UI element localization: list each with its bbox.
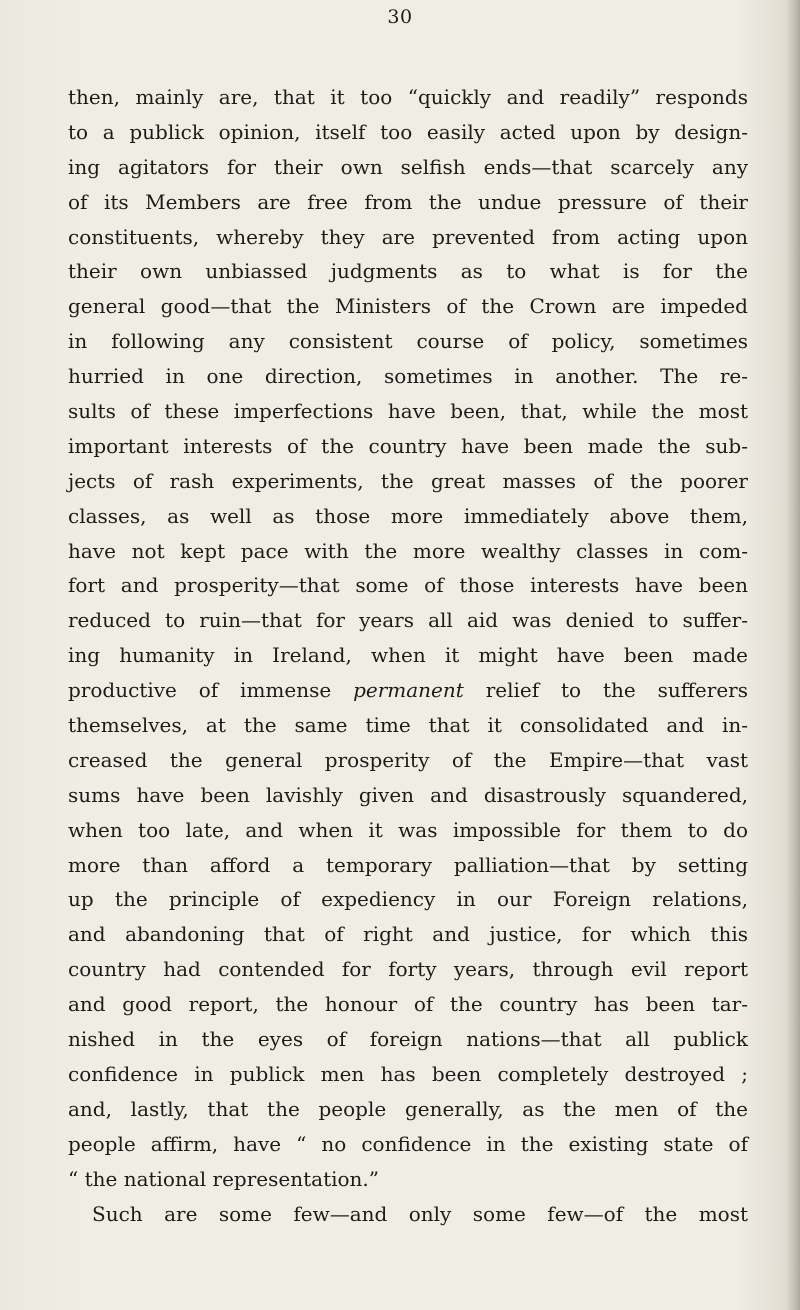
text-line: hurried in one direction, sometimes in another. The re- — [68, 364, 748, 389]
text-line: and, lastly, that the people generally, as the men of the — [68, 1096, 748, 1121]
text-line: when too late, and when it was impossible for them to do — [68, 817, 748, 842]
text-line: people affirm, have “ no confidence in the existing state of — [68, 1131, 748, 1156]
text-line: nished in the eyes of foreign nations—that all publick — [68, 1027, 748, 1052]
text-line: sums have been lavishly given and disastrously squandered, — [68, 782, 748, 807]
page-number: 30 — [387, 6, 413, 28]
text-line: confidence in publick men has been completely destroyed ; — [68, 1061, 748, 1086]
text-line: of its Members are free from the undue pressure of their — [68, 189, 748, 214]
page-edge-shadow — [786, 0, 800, 1310]
text-line-with-italic — [68, 673, 748, 708]
text-line: fort and prosperity—that some of those interests have been — [68, 573, 748, 598]
text-line: and abandoning that of right and justice, for which this — [68, 922, 748, 947]
text-line: themselves, at the same time that it consolidated and in- — [68, 713, 748, 738]
text-segment: relief to the sufferers — [463, 678, 748, 703]
text-line: classes, as well as those more immediately above them, — [68, 503, 748, 528]
text-line: sults of these imperfections have been, that, while the most — [68, 399, 748, 424]
body-text — [68, 80, 748, 1231]
text-line: to a publick opinion, itself too easily acted upon by design- — [68, 119, 748, 144]
text-line: have not kept pace with the more wealthy classes in com- — [68, 538, 748, 563]
text-line: creased the general prosperity of the Empire—that vast — [68, 747, 748, 772]
text-line: ing humanity in Ireland, when it might have been made — [68, 643, 748, 668]
text-line: ing agitators for their own selfish ends—that scarcely any — [68, 154, 748, 179]
text-line: their own unbiassed judgments as to what is for the — [68, 259, 748, 284]
text-line: general good—that the Ministers of the Crown are impeded — [68, 294, 748, 319]
text-line: Such are some few—and only some few—of the most — [92, 1201, 748, 1226]
text-line: country had contended for forty years, through evil report — [68, 957, 748, 982]
text-line: then, mainly are, that it too “quickly and readily” responds — [68, 85, 748, 109]
italic-word: permanent — [353, 678, 464, 703]
text-line: up the principle of expediency in our Foreign relations, — [68, 887, 748, 912]
text-line: more than afford a temporary palliation—that by setting — [68, 852, 748, 877]
text-line: constituents, whereby they are prevented from acting upon — [68, 224, 748, 249]
text-line: important interests of the country have been made the sub- — [68, 433, 748, 458]
text-line: “ the national representation.” — [68, 1166, 380, 1191]
text-line: in following any consistent course of policy, sometimes — [68, 329, 748, 354]
text-line: reduced to ruin—that for years all aid was denied to suffer- — [68, 608, 748, 633]
text-segment: productive of immense — [68, 678, 354, 703]
text-line: and good report, the honour of the country has been tar- — [68, 992, 748, 1017]
text-line: jects of rash experiments, the great masses of the poorer — [68, 468, 748, 493]
